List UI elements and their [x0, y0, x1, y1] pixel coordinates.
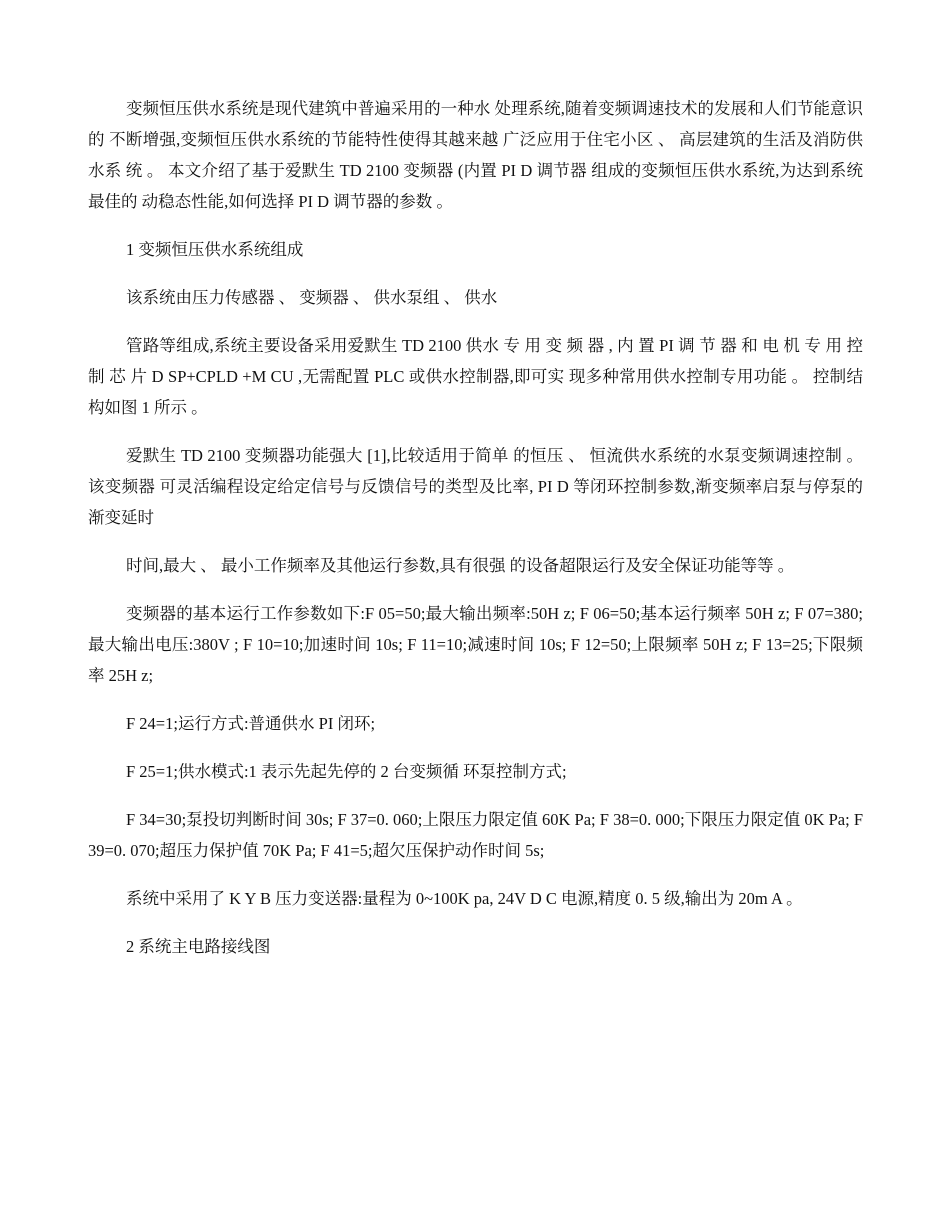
equipment-paragraph: 管路等组成,系统主要设备采用爱默生 TD 2100 供水 专 用 变 频 器 , 内 置 PI 调 节 器 和 电 机 专 用 控 制 芯 片 D SP+CPLD +M CU ,无需配置 PLC 或供水控制器,即可实 现多种常用供水控制专用功能 。 控制结构如图 1 所示 。 — [88, 336, 863, 417]
inverter-function-paragraph: 爱默生 TD 2100 变频器功能强大 [1],比较适用于简单 的恒压 、 恒流供水系统的水泵变频调速控制 。 该变频器 可灵活编程设定给定信号与反馈信号的类型及比率, PI D 等闭环控制参数,渐变频率启泵与停泵的渐变延时 — [88, 446, 863, 527]
document-page — [88, 93, 863, 979]
parameter-f24: F 24=1;运行方式:普通供水 PI 闭环; — [126, 714, 376, 733]
transmitter-paragraph: 系统中采用了 K Y B 压力变送器:量程为 0~100K pa, 24V D C 电源,精度 0. 5 级,输出为 20m A 。 — [126, 889, 803, 908]
system-composition-paragraph: 该系统由压力传感器 、 变频器 、 供水泵组 、 供水 — [126, 288, 498, 307]
parameters-paragraph: 变频器的基本运行工作参数如下:F 05=50;最大输出频率:50H z; F 06=50;基本运行频率 50H z; F 07=380;最大输出电压:380V ; F 10=10;加速时间 10s; F 11=10;减速时间 10s; F 12=50;上限频率 50H z; F 13=25;下限频率 25H z; — [88, 604, 863, 685]
section-heading-2: 2 系统主电路接线图 — [126, 937, 271, 956]
inverter-function-continued-paragraph: 时间,最大 、 最小工作频率及其他运行参数,具有很强 的设备超限运行及安全保证功能等等 。 — [126, 556, 795, 575]
intro-paragraph: 变频恒压供水系统是现代建筑中普遍采用的一种水 处理系统,随着变频调速技术的发展和人们节能意识的 不断增强,变频恒压供水系统的节能特性使得其越来越 广泛应用于住宅小区 、 高层建筑的生活及消防供水系 统 。 本文介绍了基于爱默生 TD 2100 变频器 (内置 PI D 调节器 组成的变频恒压供水系统,为达到系统最佳的 动稳态性能,如何选择 PI D 调节器的参数 。 — [88, 99, 863, 211]
section-heading-1: 1 变频恒压供水系统组成 — [126, 240, 304, 259]
parameter-f25: F 25=1;供水模式:1 表示先起先停的 2 台变频循 环泵控制方式; — [126, 762, 567, 781]
pressure-parameters-paragraph: F 34=30;泵投切判断时间 30s; F 37=0. 060;上限压力限定值 60K Pa; F 38=0. 000;下限压力限定值 0K Pa; F 39=0. 070;超压力保护值 70K Pa; F 41=5;超欠压保护动作时间 5s; — [88, 810, 864, 860]
